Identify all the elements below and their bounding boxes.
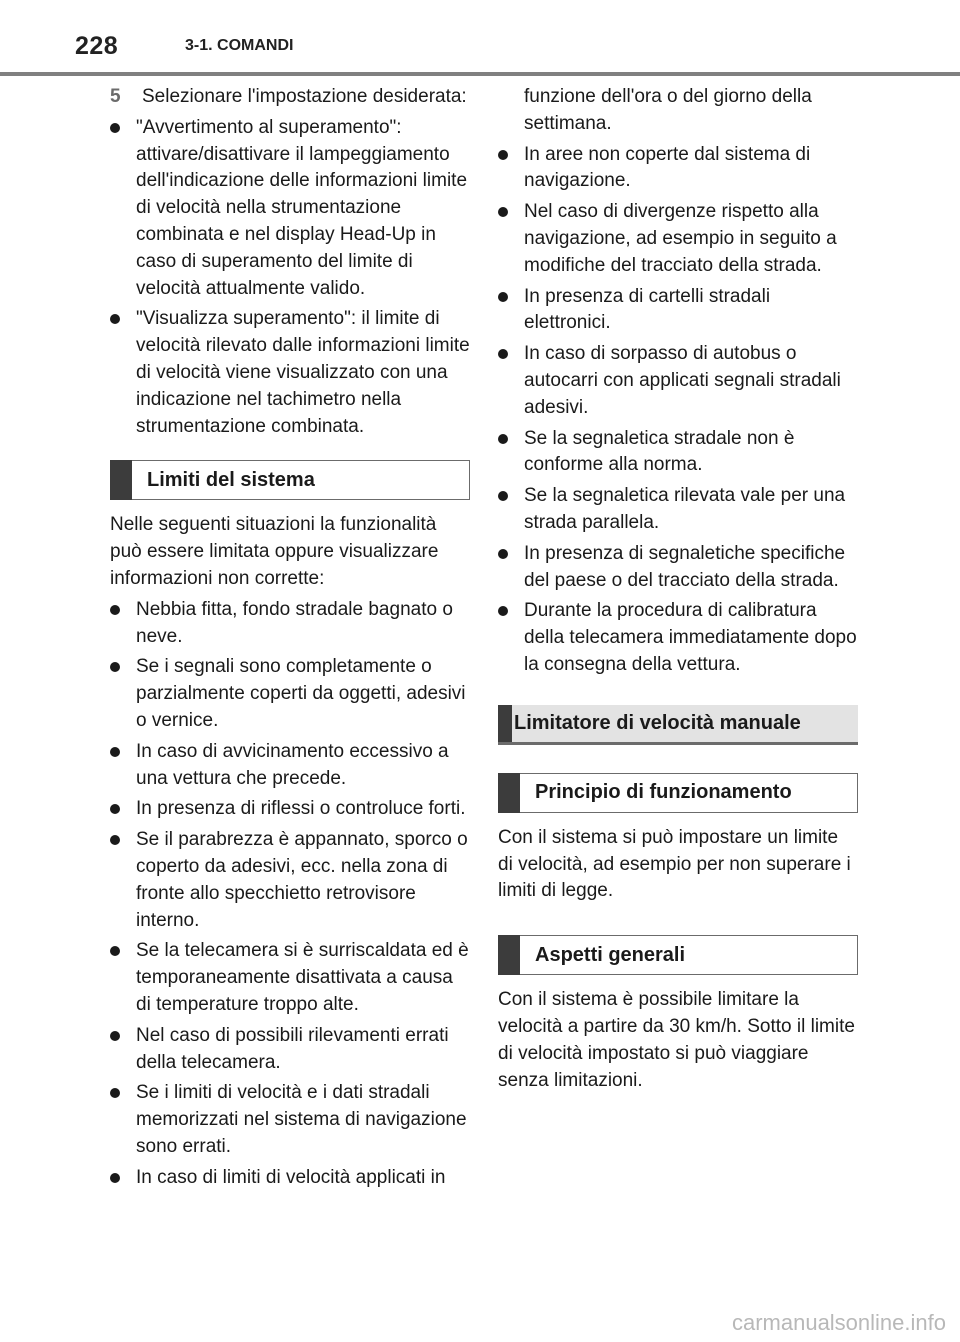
limit-item: In aree non coperte dal sistema di navigazione. bbox=[498, 142, 858, 196]
heading-marker bbox=[110, 460, 132, 500]
limit-item: Se i segnali sono completamente o parzialmente coperti da oggetti, adesivi o vernice. bbox=[110, 654, 470, 734]
heading-aspetti-generali bbox=[498, 935, 858, 975]
step-5 bbox=[110, 84, 470, 111]
header-rule bbox=[0, 72, 960, 76]
limit-item: Se la telecamera si è surriscaldata ed è temporaneamente disattivata a causa di temperature troppo alte. bbox=[110, 938, 470, 1018]
limit-item: In presenza di cartelli stradali elettronici. bbox=[498, 284, 858, 338]
page-header bbox=[0, 0, 960, 80]
step-number: 5 bbox=[110, 86, 121, 107]
limit-item: Se la segnaletica stradale non è conforme alla norma. bbox=[498, 426, 858, 480]
watermark: carmanualsonline.info bbox=[731, 1310, 946, 1335]
page-number: 228 bbox=[75, 32, 119, 60]
limit-item: In caso di sorpasso di autobus o autocarri con applicati segnali stradali adesivi. bbox=[498, 341, 858, 421]
heading-marker bbox=[498, 705, 512, 742]
heading-label: Limitatore di velocità manuale bbox=[514, 711, 801, 734]
option-item: "Avvertimento al superamento": attivare/disattivare il lampeggiamento dell'indicazione delle informazioni limite di velocità nella strumentazione combinata e nel display Head-Up in caso di superamento del limite di velocità attualmente valido. bbox=[110, 115, 470, 303]
limit-item: In presenza di segnaletiche specifiche del paese o del tracciato della strada. bbox=[498, 541, 858, 595]
chapter-heading-limitatore bbox=[498, 705, 858, 745]
right-column bbox=[498, 84, 858, 1094]
heading-label: Principio di funzionamento bbox=[535, 781, 792, 804]
heading-marker bbox=[498, 935, 520, 975]
limits-intro: Nelle seguenti situazioni la funzionalità può essere limitata oppure visualizzare informazioni non corrette: bbox=[110, 514, 439, 589]
heading-label: Aspetti generali bbox=[535, 943, 686, 966]
limit-item: Nel caso di possibili rilevamenti errati della telecamera. bbox=[110, 1023, 470, 1077]
limit-item: Se la segnaletica rilevata vale per una strada parallela. bbox=[498, 483, 858, 537]
principle-text: Con il sistema si può impostare un limite di velocità, ad esempio per non superare i limiti di legge. bbox=[498, 826, 851, 902]
limit-item: Se il parabrezza è appannato, sporco o coperto da adesivi, ecc. nella zona di fronte allo specchietto retrovisore interno. bbox=[110, 827, 470, 934]
step-text: Selezionare l'impostazione desiderata: bbox=[142, 86, 467, 107]
option-item: "Visualizza superamento": il limite di velocità rilevato dalle informazioni limite di velocità viene visualizzato con una indicazione nel tachimetro nella strumentazione combinata. bbox=[110, 306, 470, 440]
general-text: Con il sistema è possibile limitare la velocità a partire da 30 km/h. Sotto il limite di velocità impostato si può viaggiare senza limitazioni. bbox=[498, 989, 855, 1091]
heading-limiti-del-sistema bbox=[110, 460, 470, 500]
limit-item: Nebbia fitta, fondo stradale bagnato o neve. bbox=[110, 597, 470, 651]
heading-principio bbox=[498, 773, 858, 813]
limit-item: In caso di avvicinamento eccessivo a una vettura che precede. bbox=[110, 739, 470, 793]
limit-item: Nel caso di divergenze rispetto alla navigazione, ad esempio in seguito a modifiche del tracciato della strada. bbox=[498, 199, 858, 279]
heading-marker bbox=[498, 773, 520, 813]
limit-item: Se i limiti di velocità e i dati stradali memorizzati nel sistema di navigazione sono errati. bbox=[110, 1080, 470, 1160]
section-title: 3-1. COMANDI bbox=[185, 37, 294, 54]
left-column bbox=[110, 84, 470, 1191]
heading-label: Limiti del sistema bbox=[147, 468, 315, 491]
limit-item: Durante la procedura di calibratura della telecamera immediatamente dopo la consegna della vettura. bbox=[498, 598, 858, 678]
limit-item-continuation: funzione dell'ora o del giorno della settimana. bbox=[524, 86, 812, 134]
limit-item: In caso di limiti di velocità applicati in bbox=[110, 1165, 470, 1192]
limit-item: In presenza di riflessi o controluce forti. bbox=[110, 796, 470, 823]
